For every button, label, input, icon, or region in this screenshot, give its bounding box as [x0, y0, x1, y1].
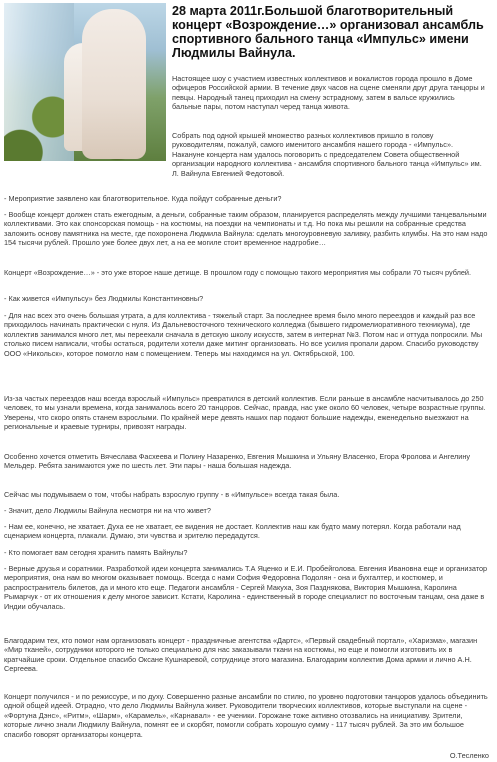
- paragraph-12: - Нам ее, конечно, не хватает. Духа ее не хватает, ее видения не достает. Коллектив наш как будто маму потерял. Когда работали над сценарием концерта, плакали. Думаю, эти чувства и зрителю передадутся.: [4, 522, 461, 541]
- paragraph-3: - Мероприятие заявлено как благотворительное. Куда пойдут собранные деньги?: [4, 194, 282, 203]
- paragraph-13: - Кто помогает вам сегодня хранить память Вайнулы?: [4, 548, 188, 557]
- concert-photo: [4, 3, 166, 161]
- paragraph-2: Собрать под одной крышей множество разных коллективов пришло в голову руководителям, пожалуй, самого именитого ансамбля нашего города - «Импульс». Накануне концерта нам удалось поговорить с председателем Совета общественной организации народного коллектива - ансамбля спортивного бального танца «Импульс» им. Л. Вайнула Евгенией Федотовой.: [172, 131, 482, 178]
- paragraph-5: Концерт «Возрождение…» - это уже второе наше детище. В прошлом году с помощью такого мероприятия мы собрали 70 тысяч рублей.: [4, 268, 472, 277]
- paragraph-11: - Значит, дело Людмилы Вайнула несмотря ни на что живет?: [4, 506, 211, 515]
- paragraph-6: - Как живется «Импульсу» без Людмилы Константиновны?: [4, 294, 204, 303]
- article-title: 28 марта 2011г.Большой благотворительный концерт «Возрождение…» организовал ансамбль спортивного бального танца «Импульс» имени Людмилы Вайнула.: [172, 4, 484, 60]
- paragraph-7: - Для нас всех это очень большая утрата, а для коллектива - тяжелый старт. За последнее время было много переездов и каждый раз все приходилось начинать практически с нуля. Из Дальневосточного технического колледжа (бывшего гидромелиоративного техникума), где коллектив занимался много лет, мы переехали сначала в детскую школу искусств, затем в интернат №3. Потом нас и оттуда попросили. Мы столько писем написали, чтобы остаться, родители хотели даже митинг организовать. Но все усилия пропали даром. Спасибо руководству ООО «Никольск», которое помогло нам с помещением. Теперь мы находимся на ул. Октябрьской, 100.: [4, 311, 483, 358]
- paragraph-1: Настоящее шоу с участием известных коллективов и вокалистов города прошло в Доме офицеров Российской армии. В течение двух часов на сцене сменяли друг друга танцоры и певцы. Народный танец приходил на смену эстрадному, затем в вальсе кружились бальные пары, потом наступал черед танца живота.: [172, 74, 485, 112]
- paragraph-4: - Вообще концерт должен стать ежегодным, а деньги, собранные таким образом, планируется распределять между лучшими танцевальными коллективами. Это как спонсорская помощь - на костюмы, на поездки на чемпионаты и т.д. Но пока мы решили на собранные средства заложить основу памятника на месте, где похоронена Людмила Вайнула: сделать многоуровневую заливку, разбить клумбы. На это нам надо 154 тысячи рублей. Прошло уже более двух лет, а на ее могиле стоит временное надгробие…: [4, 210, 488, 248]
- paragraph-16: Концерт получился - и по режиссуре, и по духу. Совершенно разные ансамбли по стилю, по уровню подготовки танцоров удалось объединить одной общей идеей. Отрадно, что дело Людмилы Вайнула живет. Руководители творческих коллективов, которые выступали на сцене - «Фортуна Дэнс», «Ритм», «Шарм», «Карамель», «Карнавал» - ее ученики. Горожане тоже активно отозвались на инициативу. Зрители, которые лично знали Людмилу Вайнула, помнят ее и скорбят, помогли собрать хорошую сумму - 117 тысяч рублей. За это им большое спасибо говорят организаторы концерта.: [4, 692, 488, 739]
- paragraph-9: Особенно хочется отметить Вячеслава Фасхеева и Полину Назаренко, Евгения Мышкина и Ульяну Власенко, Егора Фролова и Ангелину Мельдер. Ребята занимаются уже по шесть лет. Эти пары - наша большая надежда.: [4, 452, 471, 471]
- paragraph-8: Из-за частых переездов наш всегда взрослый «Импульс» превратился в детский коллектив. Если раньше в ансамбле насчитывалось до 250 человек, то мы узнали времена, когда занималось всего 20 танцоров. Сейчас, правда, нас уже около 60 человек, четыре возрастные группы. Уверены, что скоро опять станем взрослыми. По крайней мере девять наших пар подают большие надежды, еженедельно выезжают на региональные и краевые турниры, привозят награды.: [4, 394, 486, 432]
- paragraph-15: Благодарим тех, кто помог нам организовать концерт - праздничные агентства «Дартс», «Первый свадебный портал», «Харизма», магазин «Мир тканей», сотрудники которого не только специально для нас заказывали ткани на костюмы, но еще и помогли изготовить их в кратчайшие сроки. Отдельное спасибо Оксане Кушнаревой, сотруднице этого магазина. Благодарим коллектив Дома армии и лично А.Н. Сергеева.: [4, 636, 478, 674]
- author-signature: О.Тесленко: [449, 751, 489, 760]
- paragraph-14: - Верные друзья и соратники. Разработкой идеи концерта занимались Т.А Яценко и Е.И. Пробейголова. Евгения Ивановна еще и организатор мероприятия, она нам во многом оказывает помощь. Всегда с нами София Федоровна Подолян - она и бухгалтер, и костюмер, и распространитель билетов, да и много кто еще. Педагоги ансамбля - Сергей Макуха, Зоя Пазднякова, Виктория Мышкина, Каролина Рымарчук - от их отношения к делу многое зависит. Кстати, Каролина - единственный в городе специалист по восточным танцам, она даже в Индии обучалась.: [4, 564, 488, 611]
- paragraph-10: Сейчас мы подумываем о том, чтобы набрать взрослую группу - в «Импульсе» всегда такая была.: [4, 490, 340, 499]
